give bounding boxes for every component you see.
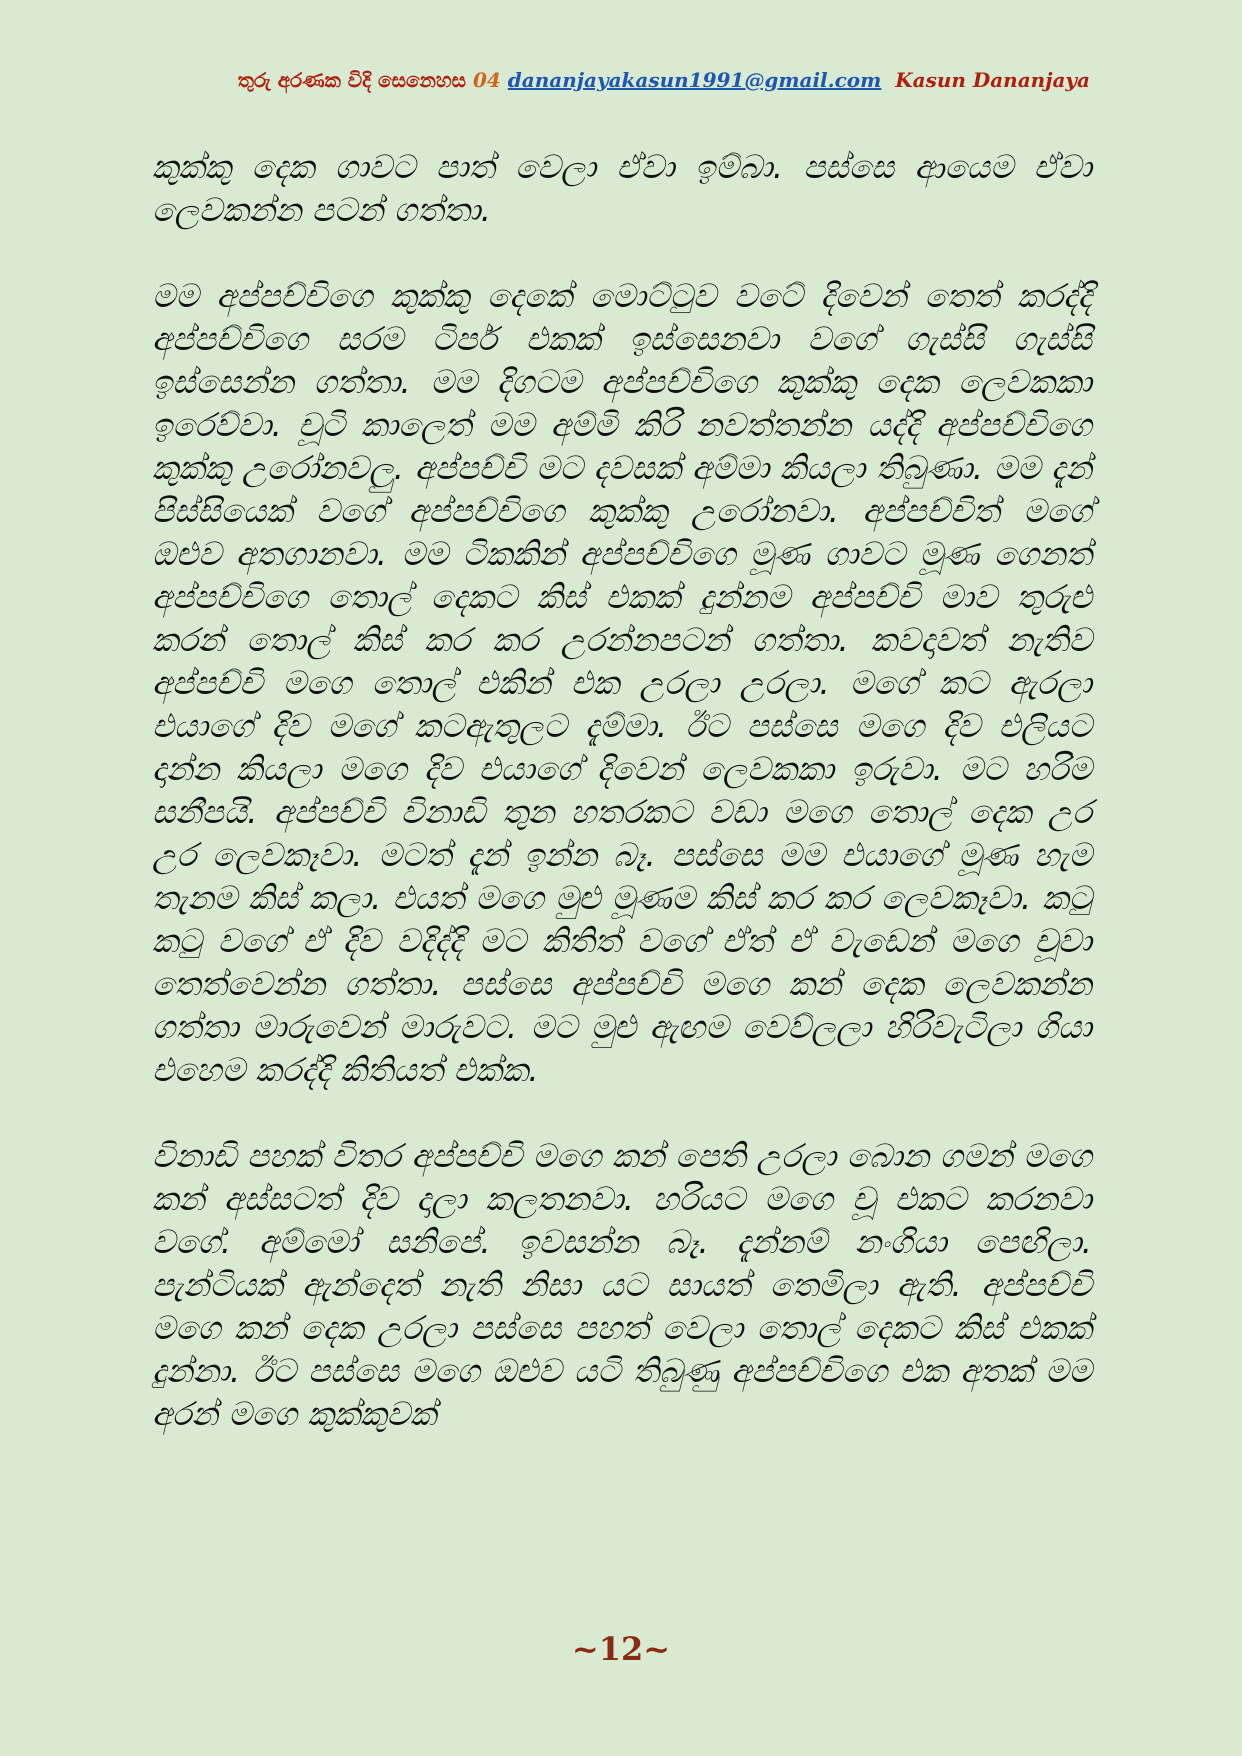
body-text [152, 146, 1092, 1479]
paragraph-2: මම අප්පච්චිගෙ කුක්කු දෙකේ මොට්ටුව වටේ දිවෙන් තෙත් කරද්දි අප්පච්චිගෙ සරම ටිපර් එකක් ඉස්සෙනවා වගේ ගැස්සි ගැස්සි ඉස්සෙන්න ගත්තා. මම දිගටම අප්පච්චිගෙ කුක්කු දෙක ලෙවකකා ඉරෙව්වා. චූටි කාලෙත් මම අම්මි කිරි නවත්තන්න යද්දි අප්පච්චිගෙ කුක්කු උරෝනවලු. අප්පච්චි මට දවසක් අම්මා කියලා තිබුණා. මම දැන් පිස්සියෙක් වගේ අප්පච්චිගෙ කුක්කු උරෝනවා. අප්පච්චිත් මගේ ඔළුව අතගානවා. මම ටිකකින් අප්පච්චිගෙ මූණ ගාවට මූණ ගෙනත් අප්පච්චිගෙ තොල් දෙකට කිස් එකක් දුන්නම අප්පච්චි මාව තුරුළු කරන් තොල් කිස් කර කර උරන්නපටන් ගත්තා. කවදාවත් නැතිව අප්පච්චි මගෙ තොල් එකින් එක උරලා උරලා. මගේ කට ඇරලා එයාගේ දිව මගේ කටඇතුලට දැම්මා. ඊට පස්සෙ මගෙ දිව එලියට දාන්න කියලා මගෙ දිව එයාගේ දිවෙන් ලෙවකකා ඉරුවා. මට හරිම සනීපයි. අප්පච්චි විනාඩි තුන හතරකට වඩා මගෙ තොල් දෙක උර උර ලෙවකෑවා. මටත් දැන් ඉන්න බෑ. පස්සෙ මම එයාගේ මූණ හැම තැනම කිස් කලා. එයත් මගෙ මුළු මූණම කිස් කර කර ලෙවකෑවා. කටු කටු වගේ ඒ දිව වදිද්දි මට කිතිත් වගේ ඒත් ඒ වැඩෙන් මගෙ චූවා තෙත්වෙන්න ගත්තා. පස්සෙ අප්පච්චි මගෙ කන් දෙක ලෙවකන්න ගත්තා මාරුවෙන් මාරුවට. මට මුළු ඇඟම වෙව්ලලා හිරිවැටිලා ගියා එහෙම කරද්දි කිතියත් එක්ක. [152, 277, 1092, 1089]
page-header [0, 68, 1090, 92]
author-name: Kasun Dananjaya [895, 68, 1090, 92]
page-number: ~12~ [571, 1630, 671, 1668]
chapter-number: 04 [472, 68, 501, 92]
paragraph-3: විනාඩි පහක් විතර අප්පච්චි මගෙ කන් පෙති උරලා බොන ගමන් මගෙ කන් අස්සටත් දිව දාලා කලතනවා. හරියට මගෙ චූ එකට කරනවා වගේ. අම්මෝ සනිපේ. ඉවසන්න බෑ. දැන්නම් නංගියා පෙඟිලා. පැන්ටියක් ඇන්දෙත් නැති නිසා යට සායත් තෙමිලා ඇති. අප්පච්චි මගෙ කන් දෙක උරලා පස්සෙ පහත් වෙලා තොල් දෙකට කිස් එකක් දුන්නා. ඊට පස්සෙ මගෙ ඔළුව යටි තිබුණු අප්පච්චිගෙ එක අතක් මම අරන් මගෙ කුක්කුවක් [152, 1137, 1092, 1433]
email-link[interactable]: dananjayakasun1991@gmail.com [507, 68, 882, 92]
book-title: තුරු අරණක විදි සෙනෙහස [237, 68, 466, 92]
paragraph-1: කුක්කු දෙක ගාවට පාත් වෙලා ඒවා ඉම්බා. පස්සෙ ආයෙම ඒවා ලෙවකන්න පටන් ගත්තා. [152, 148, 1092, 229]
